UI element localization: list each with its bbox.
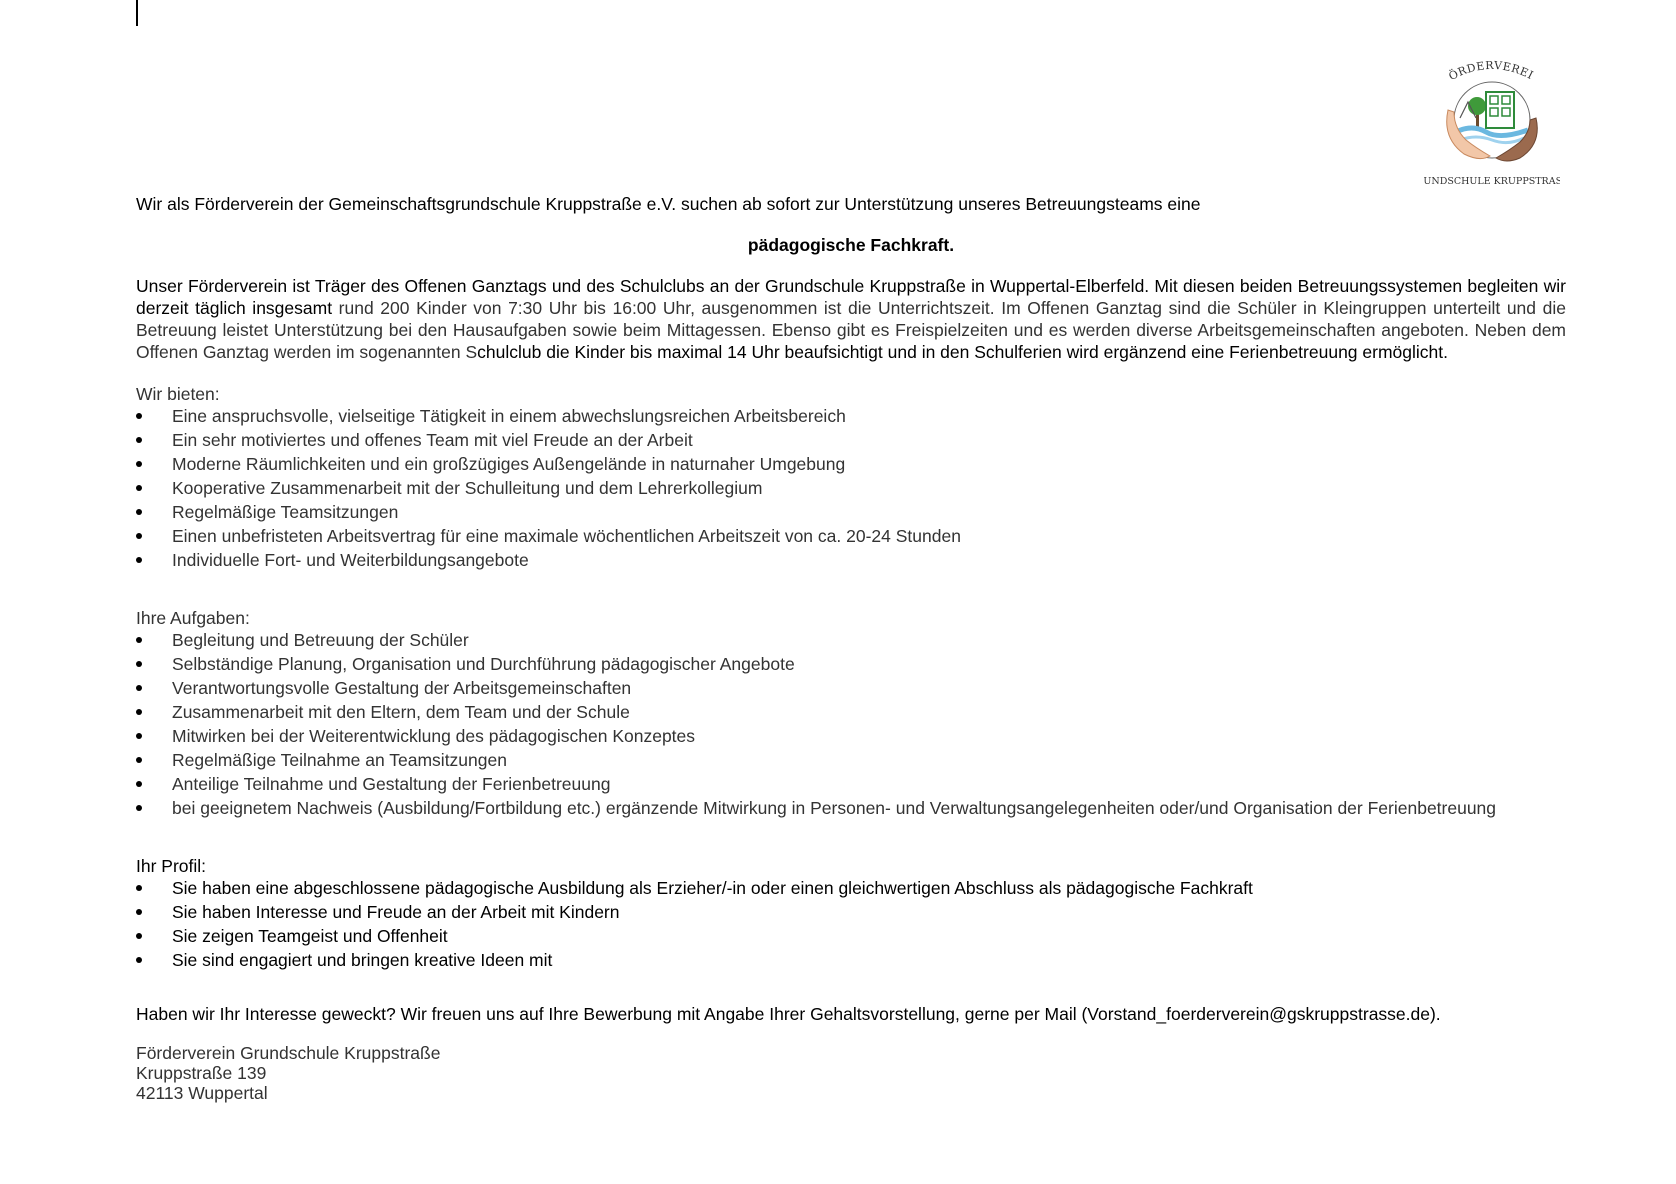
bullet-icon (136, 557, 142, 563)
svg-text:FÖRDERVEREIN (1424, 58, 1536, 83)
list-item-text: Einen unbefristeten Arbeitsvertrag für eine maximale wöchentlichen Arbeitszeit von ca. 20-24 Stunden (172, 526, 961, 546)
description-paragraph (136, 275, 1566, 363)
tasks-heading: Ihre Aufgaben: (136, 608, 250, 628)
text-cursor (136, 0, 138, 26)
list-item-text: bei geeignetem Nachweis (Ausbildung/Fortbildung etc.) ergänzende Mitwirkung in Personen- und Verwaltungsangelegenheiten oder/und Organisation der Ferienbetreuung (172, 798, 1497, 818)
bullet-icon (136, 461, 142, 467)
list-item-text: Begleitung und Betreuung der Schüler (172, 630, 469, 650)
list-item-text: Eine anspruchsvolle, vielseitige Tätigkeit in einem abwechslungsreichen Arbeitsbereich (172, 406, 846, 426)
bullet-icon (136, 757, 142, 763)
logo-bottom-text: UNDSCHULE KRUPPSTRAS (1424, 176, 1560, 187)
list-item-text: Anteilige Teilnahme und Gestaltung der Ferienbetreuung (172, 774, 611, 794)
document-body (136, 193, 1566, 1103)
list-item-text: Ein sehr motiviertes und offenes Team mit viel Freude an der Arbeit (172, 430, 693, 450)
bullet-icon (136, 685, 142, 691)
list-item-text: Mitwirken bei der Weiterentwicklung des pädagogischen Konzeptes (172, 726, 696, 746)
list-item-text: Selbständige Planung, Organisation und Durchführung pädagogischer Angebote (172, 654, 795, 674)
list-item-text: Individuelle Fort- und Weiterbildungsangebote (172, 550, 529, 570)
list-item-text: Sie haben Interesse und Freude an der Arbeit mit Kindern (172, 902, 620, 922)
bullet-icon (136, 661, 142, 667)
address-name: Förderverein Grundschule Kruppstraße (136, 1043, 441, 1063)
list-item-text: Sie haben eine abgeschlossene pädagogische Ausbildung als Erzieher/-in oder einen gleichwertigen Abschluss als pädagogische Fachkraft (172, 878, 1253, 898)
list-item (136, 773, 1566, 795)
bullet-icon (136, 885, 142, 891)
profile-section (136, 855, 1566, 971)
list-item (136, 725, 1566, 747)
list-item-text: Sie sind engagiert und bringen kreative Ideen mit (172, 950, 553, 970)
list-item-text: Verantwortungsvolle Gestaltung der Arbeitsgemeinschaften (172, 678, 632, 698)
bullet-icon (136, 733, 142, 739)
bullet-icon (136, 533, 142, 539)
list-item (136, 453, 1566, 475)
list-item-text: Moderne Räumlichkeiten und ein großzügiges Außengelände in naturnaher Umgebung (172, 454, 846, 474)
bullet-icon (136, 509, 142, 515)
list-item (136, 901, 1566, 923)
bullet-icon (136, 957, 142, 963)
description-part1: Unser Förderverein ist Träger des Offenen Ganztags und des Schulclubs an der Grundschule Kruppstraße in Wuppertal-Elberfeld. Mit diesen beiden Betreuungssystemen begleiten wir derzeit täglich insgesamt (136, 276, 1566, 318)
profile-list (136, 877, 1566, 971)
list-item-text: Zusammenarbeit mit den Eltern, dem Team und der Schule (172, 702, 630, 722)
list-item (136, 501, 1566, 523)
list-item-text: Sie zeigen Teamgeist und Offenheit (172, 926, 448, 946)
bullet-icon (136, 781, 142, 787)
list-item (136, 549, 1566, 571)
list-item-text: Kooperative Zusammenarbeit mit der Schulleitung und dem Lehrerkollegium (172, 478, 763, 498)
tasks-list (136, 629, 1566, 819)
closing-text: Haben wir Ihr Interesse geweckt? Wir freuen uns auf Ihre Bewerbung mit Angabe Ihrer Gehaltsvorstellung, gerne per Mail (Vorstand_foerderverein@gskruppstrasse.de). (136, 1004, 1441, 1024)
list-item (136, 677, 1566, 699)
list-item (136, 429, 1566, 451)
offers-heading: Wir bieten: (136, 384, 220, 404)
bullet-icon (136, 413, 142, 419)
description-part3: chulclub die Kinder bis maximal 14 Uhr beaufsichtigt und in den Schulferien wird ergänzend eine Ferienbetreuung ermöglicht. (477, 342, 1448, 362)
offers-list (136, 405, 1566, 571)
intro-text: Wir als Förderverein der Gemeinschaftsgrundschule Kruppstraße e.V. suchen ab sofort zur Unterstützung unseres Betreuungsteams eine (136, 194, 1201, 214)
list-item (136, 797, 1566, 819)
bullet-icon (136, 485, 142, 491)
list-item-text: Regelmäßige Teamsitzungen (172, 502, 399, 522)
bullet-icon (136, 933, 142, 939)
list-item (136, 629, 1566, 651)
address-street: Kruppstraße 139 (136, 1063, 267, 1083)
list-item (136, 925, 1566, 947)
list-item-text: Regelmäßige Teilnahme an Teamsitzungen (172, 750, 507, 770)
list-item (136, 405, 1566, 427)
bullet-icon (136, 909, 142, 915)
offers-section (136, 383, 1566, 571)
description-part2: rund 200 Kinder von 7:30 Uhr bis 16:00 Uhr, ausgenommen ist die Unterrichtszeit. Im Offenen Ganztag sind die Schüler in Kleingruppen unterteilt und die Betreuung leistet Unterstützung bei den Hausaufgaben sowie beim Mittagessen. Ebenso gibt es Freispielzeiten und es werden diverse Arbeitsgemeinschaften angeboten. Neben dem Offenen Ganztag werden im sogenannten S (136, 298, 1566, 362)
list-item (136, 949, 1566, 971)
bullet-icon (136, 709, 142, 715)
logo-top-text: ÖRDERVEREI (1446, 58, 1536, 84)
foerderverein-logo (1424, 58, 1560, 190)
school-hands-logo-icon (1424, 58, 1560, 190)
address-city: 42113 Wuppertal (136, 1083, 268, 1103)
tasks-section (136, 607, 1566, 819)
list-item (136, 525, 1566, 547)
bullet-icon (136, 437, 142, 443)
list-item (136, 749, 1566, 771)
address-block (136, 1043, 1566, 1103)
bullet-icon (136, 805, 142, 811)
list-item (136, 477, 1566, 499)
profile-heading: Ihr Profil: (136, 856, 207, 876)
list-item (136, 701, 1566, 723)
list-item (136, 877, 1566, 899)
list-item (136, 653, 1566, 675)
job-title: pädagogische Fachkraft. (747, 235, 955, 255)
bullet-icon (136, 637, 142, 643)
